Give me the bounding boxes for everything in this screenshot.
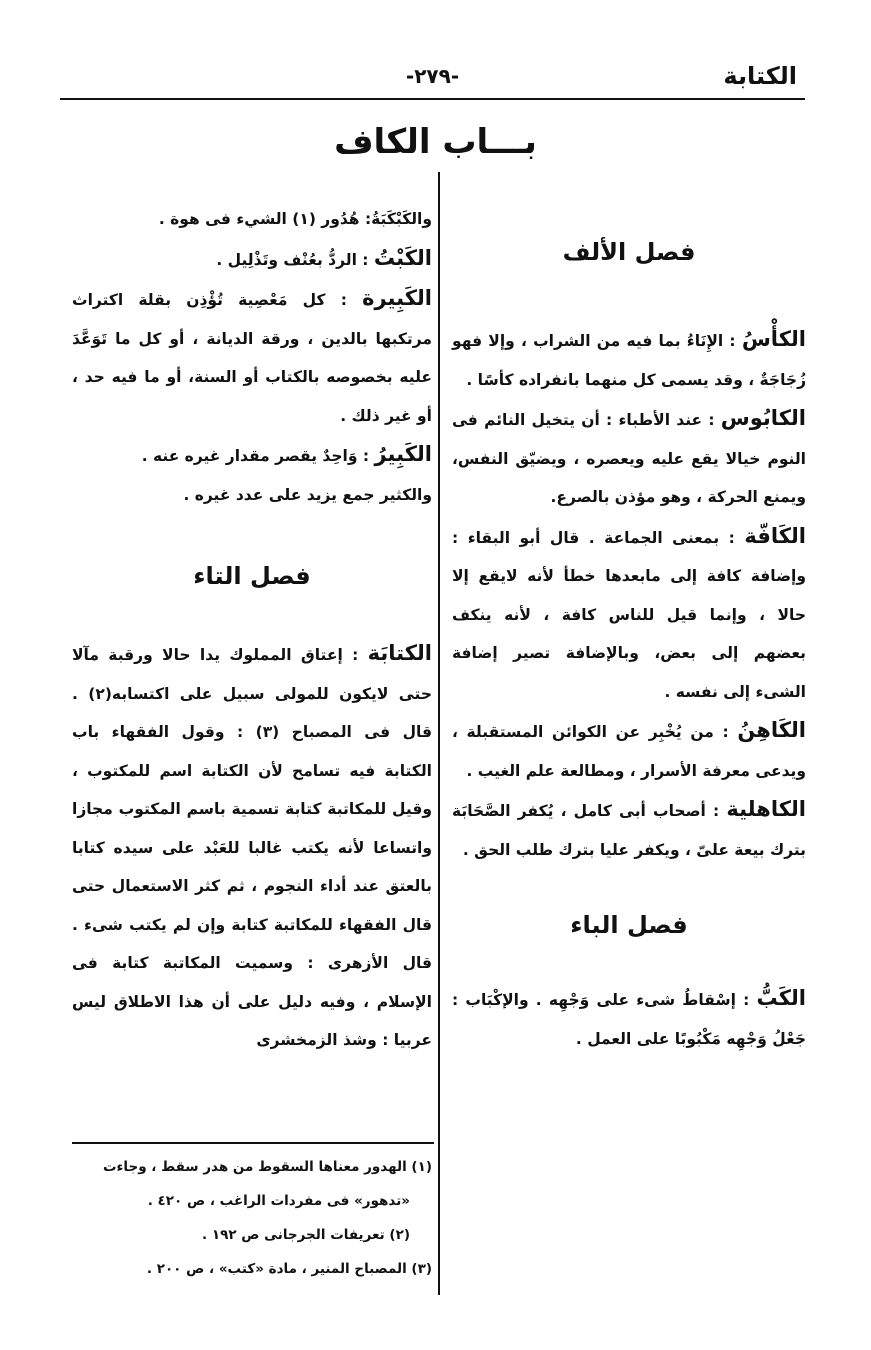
- entry-kaffa: [452, 517, 806, 712]
- entry-kabus: [452, 399, 806, 517]
- entry-kahin: [452, 711, 806, 790]
- entry-kabkaba: والكَبْكَبَةُ: هُدُور (١) الشيء فى هوة .: [158, 210, 432, 228]
- entry-kabira: [72, 279, 432, 435]
- left-column: [72, 200, 432, 1060]
- entry-term: الكَبُّ: [756, 986, 806, 1010]
- entry-term: الكأْسُ: [741, 327, 806, 351]
- entry-kitaba: [72, 634, 432, 1060]
- running-title: الكتابة: [723, 62, 797, 90]
- right-column: [452, 232, 806, 1058]
- entry-text: : عند الأطباء : أن يتخيل النائم فى النوم خيالا يقع عليه ويعصره ، ويضيّق النفس، ويمنع الحركة ، وهو مؤذن بالصرع.: [452, 411, 806, 506]
- entry-text: : من يُخْبِر عن الكوائن المستقبلة ، ويدعى معرفة الأسرار ، ومطالعة علم الغيب .: [452, 723, 806, 780]
- entry-kahiliyya: [452, 790, 806, 869]
- footnote-1-line-1: (١) الهدور معناها السقوط من هدر سقط ، وجاءت: [102, 1159, 432, 1175]
- entry-text: : إعتاق المملوك يدا حالا ورقبة مآلا حتى لايكون للمولى سبيل على اكتسابه(٢) . قال فى المصباح (٣) : وقول الفقهاء باب الكتابة فيه تسامح لأن الكتابة اسم للمكتوب ، وقيل للمكاتبة كتابة تسمية باسم المكتوب مجازا واتساعا لأنه يكتب غالبا للعَبْد على سيده كتابا بالعتق عند أداء النجوم ، ثم كثر الاستعمال حتى قال الفقهاء للمكاتبة كتابة وإن لم يكتب شىء . قال الأزهرى : وسميت المكاتبة كتابة فى الإسلام ، وفيه دليل على أن هذا الاطلاق ليس عربيا : وشذ الزمخشرى: [72, 646, 432, 1049]
- entry-text: : إسْقاطُ شىء على وَجْهِه . والإكْبَاب : جَعْلُ وَجْهِه مَكْبُوبًا على العمل .: [452, 991, 806, 1048]
- entry-term: الكتابَة: [367, 641, 432, 665]
- entry-text: : بمعنى الجماعة . قال أبو البقاء : وإضافة كافة إلى مابعدها خطأ لأنه لايقع إلا حالا ، وإنما قيل للناس كافة ، لأنه ينكف بعضهم إلى بعض، وبالإضافة تصير إضافة الشىء إلى نفسه .: [452, 528, 806, 701]
- entry-text: : وَاحِدٌ يقصر مقدار غيره عنه .: [141, 447, 375, 465]
- entry-term: الكَافّة: [744, 523, 806, 548]
- entry-term: الكَبِيرة: [362, 286, 432, 310]
- entry-kabb: [452, 979, 806, 1058]
- entry-text: : الإِنَاءُ بما فيه من الشراب ، وإلا فهو زُجَاجَةٌ ، وقد يسمى كل منهما بانفراده كأسًا .: [452, 332, 806, 389]
- section-heading-alif: فصل الألف: [562, 238, 696, 266]
- footnotes: [72, 1150, 432, 1286]
- entry-text: : أصحاب أبى كامل ، يُكفر الصَّحَابَة بترك بيعة علىّ ، ويكفر عليا بترك طلب الحق .: [452, 802, 806, 859]
- entry-kas: [452, 320, 806, 399]
- footnote-separator: [72, 1142, 434, 1144]
- section-heading-ba: فصل الباء: [570, 911, 688, 939]
- entry-term: الكاهلية: [726, 797, 806, 821]
- entry-term: الكَبِيرُ: [374, 442, 432, 466]
- entry-kathir: والكثير جمع يزيد على عدد غيره .: [183, 485, 432, 504]
- entry-text: : كل مَعْصِية تُؤْذِن بقلة اكتراث مرتكبها بالدين ، ورقة الديانة ، أو كل ما تَوَعَّدَ عليه بخصوصه بالكتاب أو السنة، أو ما فيه حد ، أو غير ذلك .: [72, 291, 432, 425]
- page-header: [60, 58, 805, 100]
- column-divider: [438, 172, 440, 1295]
- entry-kabt: [72, 239, 432, 280]
- page-number: -٢٧٩-: [405, 64, 460, 88]
- chapter-title: بـــاب الكاف: [334, 122, 537, 162]
- entry-kabir: [72, 435, 432, 476]
- entry-text: : الردُّ بعُنْف وتَذْلِيل .: [216, 250, 374, 269]
- entry-term: الكابُوس: [720, 406, 806, 430]
- footnote-3: (٣) المصباح المنير ، مادة «كتب» ، ص ٢٠٠ .: [146, 1261, 432, 1277]
- footnote-2: (٢) تعريفات الجرجانى ص ١٩٢ .: [202, 1227, 410, 1243]
- footnote-1-line-2: «تدهور» فى مفردات الراغب ، ص ٤٢٠ .: [147, 1193, 410, 1209]
- entry-term: الكَاهِنُ: [737, 718, 806, 742]
- section-heading-ta: فصل التاء: [193, 562, 311, 590]
- entry-term: الكَبْتُ: [373, 245, 432, 270]
